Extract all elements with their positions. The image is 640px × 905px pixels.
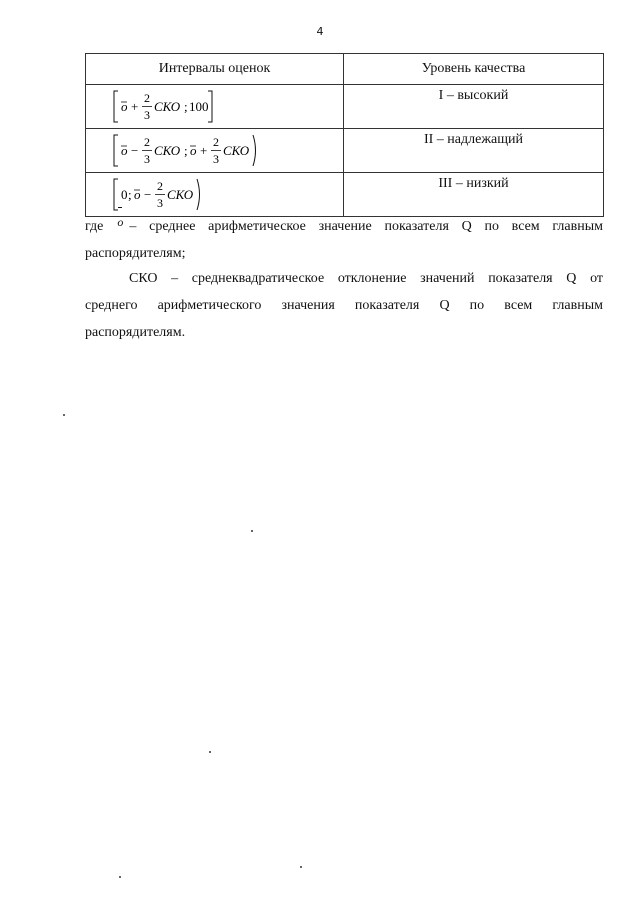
left-bracket bbox=[114, 179, 118, 210]
upper-bound: 100 bbox=[189, 99, 209, 114]
fraction-denominator: 3 bbox=[144, 108, 150, 122]
table-row bbox=[86, 129, 604, 173]
definition-sko-line-1: СКО – среднеквадратическое отклонение значений показателя Q от bbox=[129, 271, 603, 286]
plus-sign: + bbox=[200, 143, 208, 158]
minus-sign: − bbox=[144, 187, 152, 202]
quality-levels-table bbox=[85, 53, 604, 217]
definition-sko-line-3: распорядителям. bbox=[85, 325, 186, 340]
definition-sko-line-2: среднего арифметического значения показателя Q по всем главным bbox=[85, 298, 603, 313]
o-symbol: o bbox=[134, 187, 141, 202]
quality-level-high: I – высокий bbox=[344, 85, 604, 129]
right-parenthesis bbox=[197, 179, 200, 210]
separator: ; bbox=[184, 143, 188, 158]
scan-speck bbox=[251, 530, 253, 532]
definition-mean-line-1 bbox=[85, 213, 603, 240]
o-symbol: o bbox=[121, 99, 128, 114]
definition-mean-line-2: распорядителям; bbox=[85, 246, 186, 261]
formula-adequate-svg bbox=[112, 131, 282, 169]
formula-low-svg bbox=[112, 175, 232, 213]
fraction-numerator: 2 bbox=[144, 91, 150, 105]
separator: ; bbox=[128, 187, 132, 202]
fraction-numerator: 2 bbox=[213, 135, 219, 149]
definition-mean bbox=[85, 213, 603, 267]
separator: ; bbox=[184, 99, 188, 114]
scan-speck bbox=[119, 876, 121, 878]
definition-mean-text: – среднее арифметическое значение показателя Q по всем главным bbox=[129, 219, 603, 234]
scan-speck bbox=[63, 414, 65, 416]
fraction-denominator: 3 bbox=[157, 196, 163, 210]
o-symbol: o bbox=[121, 143, 128, 158]
table-row bbox=[86, 85, 604, 129]
table-row bbox=[86, 173, 604, 217]
where-word: где bbox=[85, 219, 104, 234]
fraction-denominator: 3 bbox=[213, 152, 219, 166]
o-mean-symbol: o bbox=[117, 209, 123, 236]
header-intervals: Интервалы оценок bbox=[86, 54, 344, 85]
sko-symbol: СКО bbox=[223, 143, 250, 158]
scan-speck bbox=[209, 751, 211, 753]
fraction-denominator: 3 bbox=[144, 152, 150, 166]
formula-high-svg bbox=[112, 87, 232, 125]
quality-level-low: III – низкий bbox=[344, 173, 604, 217]
o-symbol: o bbox=[190, 143, 197, 158]
right-parenthesis bbox=[253, 135, 256, 166]
fraction-numerator: 2 bbox=[157, 179, 163, 193]
scan-speck bbox=[300, 866, 302, 868]
plus-sign: + bbox=[131, 99, 139, 114]
lower-bound: 0 bbox=[121, 187, 128, 202]
header-quality-level: Уровень качества bbox=[344, 54, 604, 85]
right-bracket bbox=[208, 91, 212, 122]
page-number: 4 bbox=[316, 25, 324, 38]
sko-symbol: СКО bbox=[167, 187, 194, 202]
table-header-row bbox=[86, 54, 604, 85]
interval-formula-high bbox=[86, 85, 344, 129]
left-bracket bbox=[114, 91, 118, 122]
sko-symbol: СКО bbox=[154, 99, 181, 114]
fraction-numerator: 2 bbox=[144, 135, 150, 149]
definition-sko bbox=[85, 265, 603, 346]
quality-level-adequate: II – надлежащий bbox=[344, 129, 604, 173]
left-bracket bbox=[114, 135, 118, 166]
sko-symbol: СКО bbox=[154, 143, 181, 158]
minus-sign: − bbox=[131, 143, 139, 158]
interval-formula-low bbox=[86, 173, 344, 217]
interval-formula-adequate bbox=[86, 129, 344, 173]
